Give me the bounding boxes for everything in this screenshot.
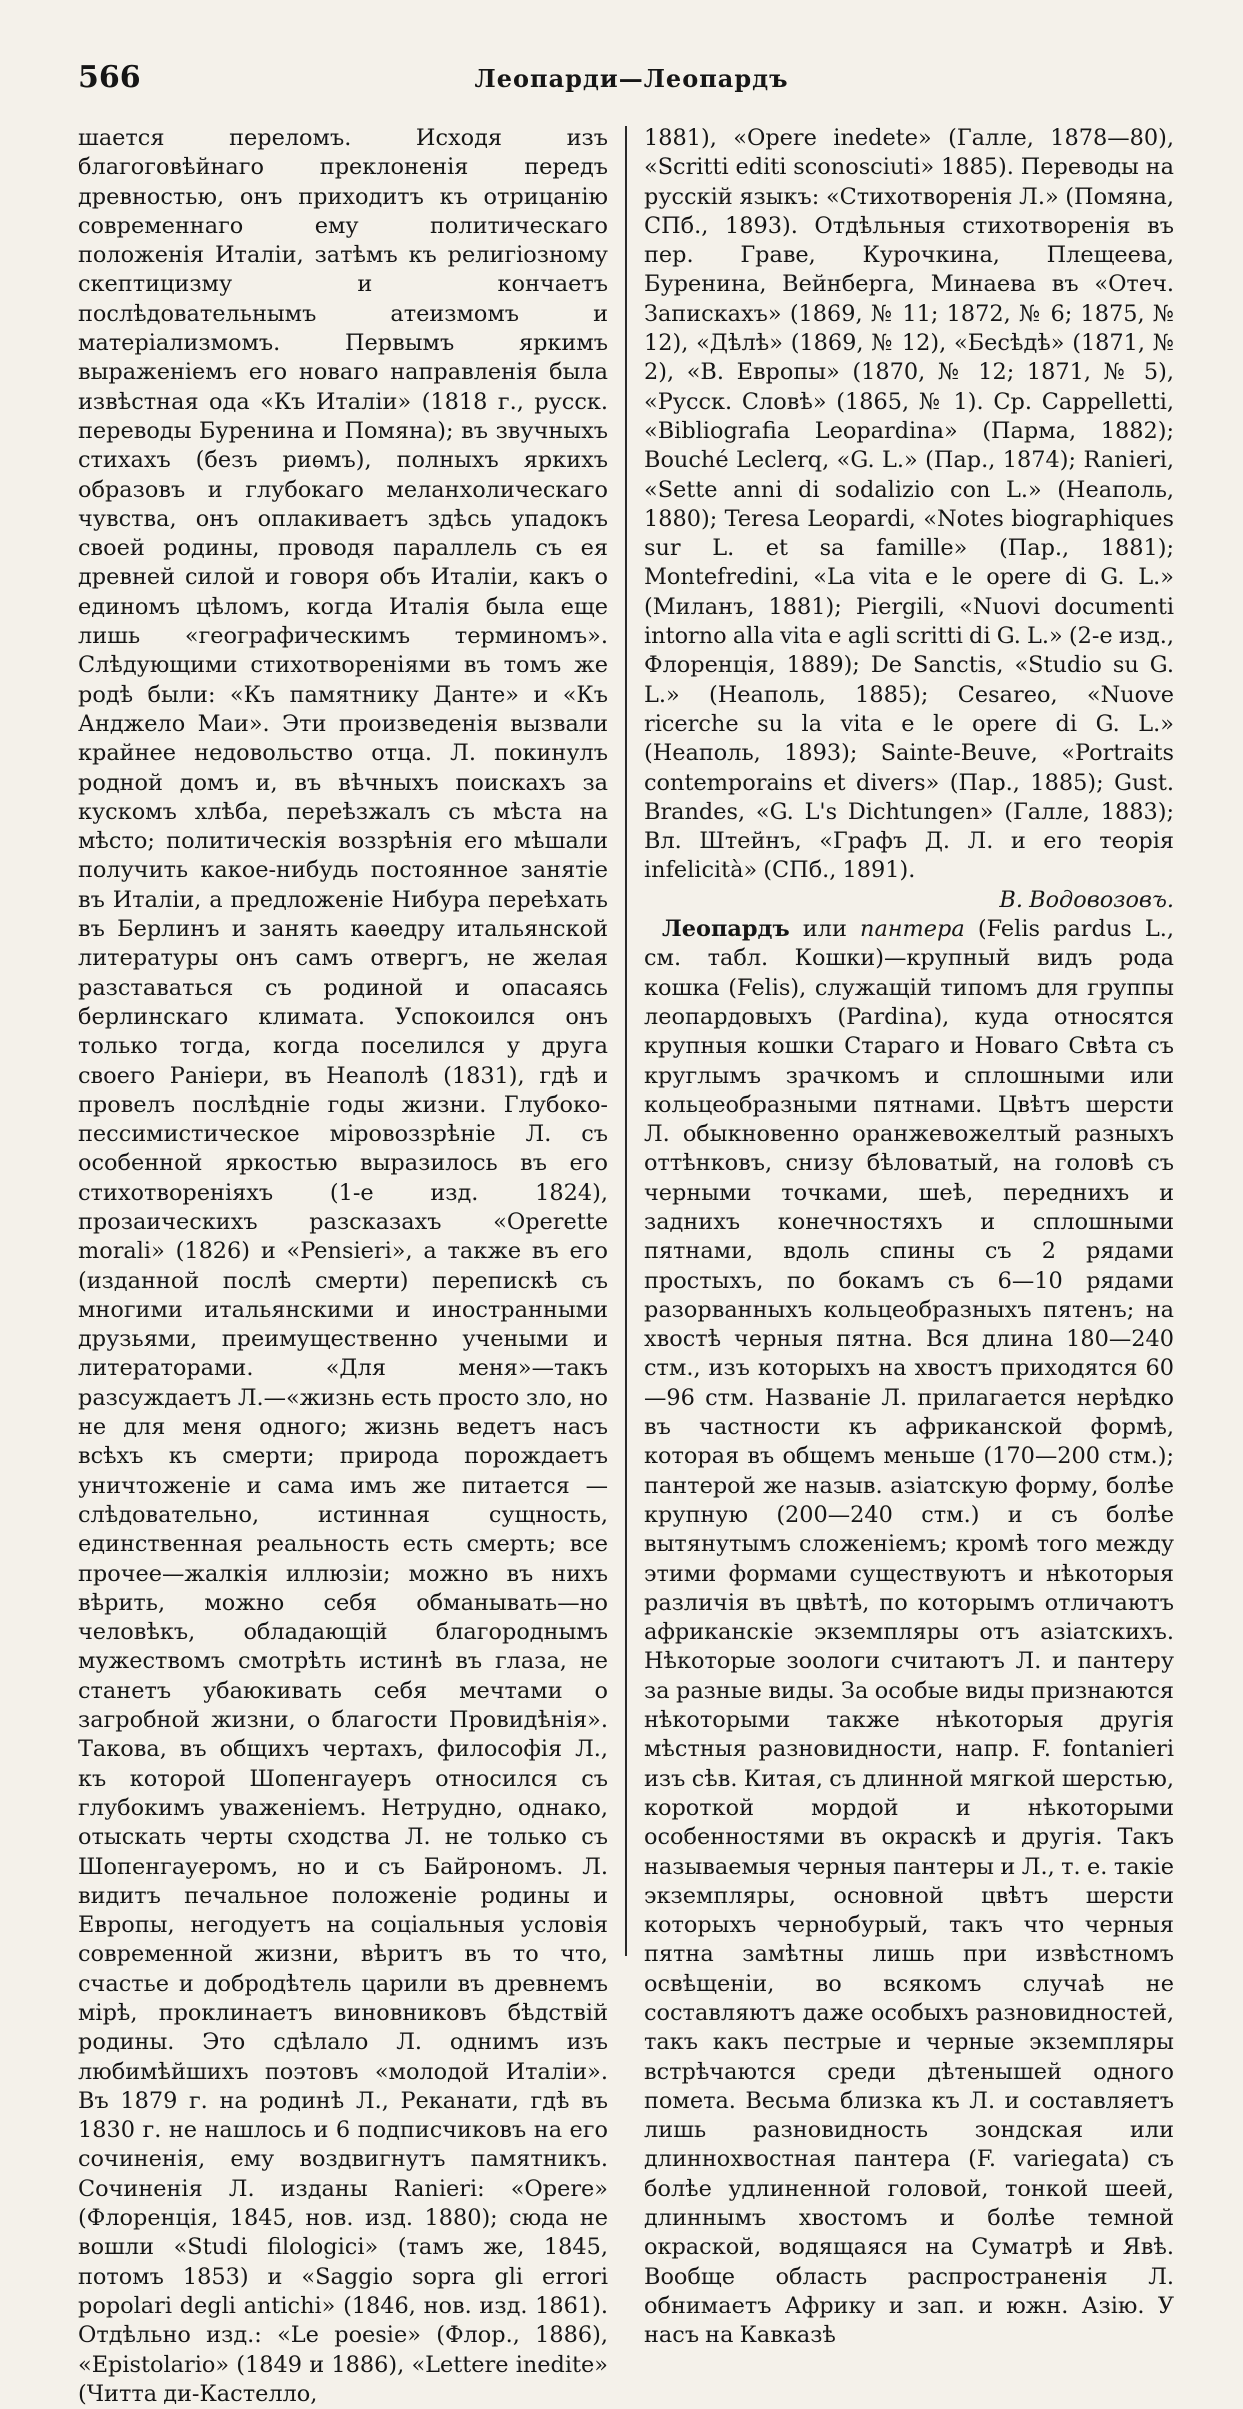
right-column (644, 124, 1175, 2349)
entry-body-text: (Felis pardus L., см. табл. Кошки)—крупный видъ рода кошка (Felis), служащій типомъ для группы леопардовыхъ (Pardina), куда относятся крупныя кошки Стараго и Новаго Свѣта съ круглымъ зрачкомъ и сплошными или кольцеобразными пятнами. Цвѣтъ шерсти Л. обыкновенно оранжевожелтый разныхъ оттѣнковъ, снизу бѣловатый, на головѣ съ черными точками, шеѣ, переднихъ и заднихъ конечностяхъ и сплошными пятнами, вдоль спины съ 2 рядами простыхъ, по бокамъ съ 6—10 рядами разорванныхъ кольцеобразныхъ пятенъ; на хвостѣ черныя пятна. Вся длина 180—240 стм., изъ которыхъ на хвостъ приходятся 60—96 стм. Названіе Л. прилагается нерѣдко въ частности къ африканской формѣ, которая въ общемъ меньше (170—200 стм.); пантерой же назыв. азіатскую форму, болѣе крупную (200—240 стм.) и съ болѣе вытянутымъ сложеніемъ; кромѣ того между этими формами существуютъ и нѣкоторыя различія въ цвѣтѣ, по которымъ отличаютъ африканскіе экземпляры отъ азіатскихъ. Нѣкоторые зоологи считаютъ Л. и пантеру за разные виды. За особые виды признаются нѣкоторыми также нѣкоторыя другія мѣстныя разновидности, напр. F. fontanieri изъ сѣв. Китая, съ длинной мягкой шерстью, короткой мордой и нѣкоторыми особенностями въ окраскѣ и другія. Такъ называемыя черныя пантеры и Л., т. е. такіе экземпляры, основной цвѣтъ шерсти которыхъ чернобурый, такъ что черныя пятна замѣтны лишь при извѣстномъ освѣщеніи, во всякомъ случаѣ не составляютъ даже особыхъ разновидностей, такъ какъ пестрые и черные экземпляры встрѣчаются среди дѣтенышей одного помета. Весьма близка къ Л. и составляетъ лишь разновидность зондская или длиннохвостная пантера (F. variegata) съ болѣе удлиненной головой, тонкой шеей, длиннымъ хвостомъ и болѣе темной окраской, водящаяся на Суматрѣ и Явѣ. Вообще область распространенія Л. обнимаетъ Африку и зап. и южн. Азію. У насъ на Кавказѣ (644, 916, 1175, 2349)
page-number: 566 (78, 60, 141, 95)
left-column (78, 124, 608, 2407)
entry-connector: или (802, 916, 847, 943)
entry-title: Леопардъ (662, 916, 790, 943)
left-column-text: шается переломъ. Исходя изъ благоговѣйнаго преклоненія передъ древностью, онъ приходитъ къ отрицанію современнаго ему политическаго положенія Италіи, затѣмъ къ религіозному скептицизму и кончаетъ послѣдовательнымъ атеизмомъ и матеріализмомъ. Первымъ яркимъ выраженіемъ его новаго направленія была извѣстная ода «Къ Италіи» (1818 г., русск. переводы Буренина и Помяна); въ звучныхъ стихахъ (безъ риѳмъ), полныхъ яркихъ образовъ и глубокаго меланхолическаго чувства, онъ оплакиваетъ здѣсь упадокъ своей родины, проводя параллель съ ея древней силой и говоря объ Италіи, какъ о единомъ цѣломъ, когда Италія была еще лишь «географическимъ терминомъ». Слѣдующими стихотвореніями въ томъ же родѣ были: «Къ памятнику Данте» и «Къ Анджело Маи». Эти произведенія вызвали крайнее недовольство отца. Л. покинулъ родной домъ и, въ вѣчныхъ поискахъ за кускомъ хлѣба, переѣзжалъ съ мѣста на мѣсто; политическія воззрѣнія его мѣшали получить какое-нибудь постоянное занятіе въ Италіи, а предложеніе Нибура переѣхать въ Берлинъ и занять каѳедру итальянской литературы онъ самъ отвергъ, не желая разставаться съ родиной и опасаясь берлинскаго климата. Успокоился онъ только тогда, когда поселился у друга своего Раніери, въ Неаполѣ (1831), гдѣ и провелъ послѣдніе годы жизни. Глубоко-пессимистическое міровоззрѣніе Л. съ особенной яркостью выразилось въ его стихотвореніяхъ (1-е изд. 1824), прозаическихъ разсказахъ «Operette morali» (1826) и «Pensieri», а также въ его (изданной послѣ смерти) перепискѣ съ многими итальянскими и иностранными друзьями, преимущественно учеными и литераторами. «Для меня»—такъ разсуждаетъ Л.—«жизнь есть просто зло, но не для меня одного; жизнь ведетъ насъ всѣхъ къ смерти; природа порождаетъ уничтоженіе и сама имъ же питается — слѣдовательно, истинная сущность, единственная реальность есть смерть; все прочее—жалкія иллюзіи; можно въ нихъ вѣрить, можно себя обманывать—но человѣкъ, обладающій благороднымъ мужествомъ смотрѣть истинѣ въ глаза, не станетъ убаюкивать себя мечтами о загробной жизни, о благости Провидѣнія». Такова, въ общихъ чертахъ, философія Л., къ которой Шопенгауеръ относился съ глубокимъ уваженіемъ. Нетрудно, однако, отыскать черты сходства Л. не только съ Шопенгауеромъ, но и съ Байрономъ. Л. видитъ печальное положеніе родины и Европы, негодуетъ на соціальныя условія современной жизни, вѣритъ въ то что, счастье и добродѣтель царили въ древнемъ мірѣ, проклинаетъ виновниковъ бѣдствій родины. Это сдѣлало Л. однимъ изъ любимѣйшихъ поэтовъ «молодой Италіи». Въ 1879 г. на родинѣ Л., Реканати, гдѣ въ 1830 г. не нашлось и 6 подписчиковъ на его сочиненія, ему воздвигнутъ памятникъ. Сочиненія Л. изданы Ranieri: «Opere» (Флоренція, 1845, нов. изд. 1880); сюда не вошли «Studi filologici» (тамъ же, 1845, потомъ 1853) и «Saggio sopra gli errori popolari degli antichi» (1846, нов. изд. 1861). Отдѣльно изд.: «Le poesie» (Флор., 1886), «Epistolario» (1849 и 1886), «Lettere inedite» (Читта ди-Кастелло, (78, 125, 608, 2407)
page-header (78, 60, 1185, 102)
running-head: Леопарди—Леопардъ (474, 64, 789, 93)
entry-alt-name: пантера (860, 916, 965, 943)
column-divider (625, 126, 627, 1956)
text-columns (78, 124, 1185, 2407)
author-signature: В. Водовозовъ. (999, 886, 1174, 913)
bibliography-text: 1881), «Opere inedete» (Галле, 1878—80), «Scritti editi sconosciuti» 1885). Переводы на русскій языкъ: «Стихотворенія Л.» (Помяна, СПб., 1893). Отдѣльныя стихотворенія въ пер. Граве, Курочкина, Плещеева, Буренина, Вейнберга, Минаева въ «Отеч. Запискахъ» (1869, № 11; 1872, № 6; 1875, № 12), «Дѣлѣ» (1869, № 12), «Бесѣдѣ» (1871, № 2), «В. Европы» (1870, № 12; 1871, № 5), «Русск. Словѣ» (1865, № 1). Ср. Cappelletti, «Bibliografia Leopardina» (Парма, 1882); Bouché Leclerq, «G. L.» (Пар., 1874); Ranieri, «Sette anni di sodalizio con L.» (Неаполь, 1880); Teresa Leopardi, «Notes biographiques sur L. et sa famille» (Пар., 1881); Montefredini, «La vita e le opere di G. L.» (Миланъ, 1881); Piergili, «Nuovi documenti intorno alla vita e agli scritti di G. L.» (2-е изд., Флоренція, 1889); De Sanctis, «Studio su G. L.» (Неаполь, 1885); Cesareo, «Nuove ricerche su la vita e le opere di G. L.» (Неаполь, 1893); Sainte-Beuve, «Portraits contemporains et divers» (Пар., 1885); Gust. Brandes, «G. L's Dichtungen» (Галле, 1883); Вл. Штейнъ, «Графъ Д. Л. и его теорія infelicità» (СПб., 1891). (644, 125, 1174, 884)
entry-leopard (644, 915, 1174, 2351)
